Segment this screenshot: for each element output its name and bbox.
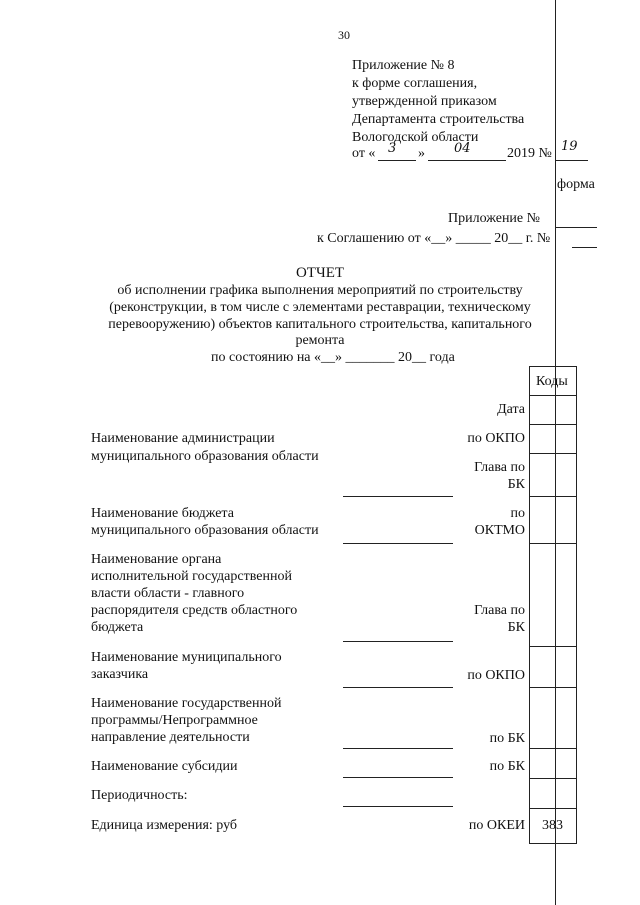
field-customer-line-1: Наименование муниципального [91,650,282,665]
field-periodicity-label: Периодичность: [91,788,188,803]
field-admin-blank[interactable] [343,496,453,497]
field-customer-blank[interactable] [343,687,453,688]
page-number: 30 [338,28,350,42]
code-cell-periodicity [529,778,577,809]
form-appendix-underline [555,227,597,228]
appendix-line-5: Вологодской области [352,130,479,145]
code-label-glava1-a: Глава по [474,460,525,475]
field-organ-line-4: распорядителя средств областного [91,603,298,618]
code-label-okei: по ОКЕИ [468,818,525,833]
code-label-glava2-a: Глава по [474,603,525,618]
field-program-line-2: программы/Непрограммное [91,713,258,728]
field-organ-line-2: исполнительной государственной [91,569,292,584]
code-label-bk2: по БК [489,759,525,774]
date-number-underline [556,160,588,161]
field-budget-line-2: муниципального образования области [91,523,319,538]
date-mid: » [418,146,425,161]
code-label-date: Дата [497,402,525,417]
field-subsidy-label: Наименование субсидии [91,759,238,774]
appendix-line-1: Приложение № 8 [352,58,455,73]
code-label-okpo2: по ОКПО [467,668,525,683]
code-label-bk1: по БК [489,731,525,746]
code-cell-okpo2 [529,646,577,688]
field-program-blank[interactable] [343,748,453,749]
field-organ-line-1: Наименование органа [91,552,222,567]
form-appendix: Приложение № [448,211,540,226]
code-cell-bk1 [529,687,577,749]
date-prefix: от « [352,146,376,161]
field-organ-line-5: бюджета [91,620,144,635]
report-title-line-4: ремонта [295,333,345,348]
field-program-line-1: Наименование государственной [91,696,282,711]
field-budget-blank[interactable] [343,543,453,544]
date-day: 3 [388,141,397,156]
okei-value: 383 [542,818,563,833]
appendix-line-4: Департамента строительства [352,112,525,127]
code-cell-oktmo [529,496,577,544]
date-month: 04 [454,141,471,156]
code-label-glava1-b: БК [507,477,525,492]
field-admin-line-1: Наименование администрации [91,431,275,446]
code-cell-glava1 [529,453,577,497]
code-cell-bk2 [529,748,577,779]
codes-header: Коды [536,374,568,389]
field-organ-blank[interactable] [343,641,453,642]
form-agreement: к Соглашению от «__» _____ 20__ г. № [317,231,551,246]
code-label-oktmo-a: по [510,506,525,521]
date-day-underline [378,160,416,161]
field-budget-line-1: Наименование бюджета [91,506,234,521]
date-month-underline [428,160,506,161]
report-heading: ОТЧЕТ [295,265,345,281]
date-number: 19 [561,139,578,154]
field-customer-line-2: заказчика [91,667,149,682]
report-title-line-2: (реконструкции, в том числе с элементами реставрации, техническому [109,300,531,315]
field-program-line-3: направление деятельности [91,730,250,745]
date-year: 2019 № [507,146,552,161]
report-title-line-1: об исполнении графика выполнения мероприятий по строительству [117,283,523,298]
code-label-glava2-b: БК [507,620,525,635]
field-subsidy-blank[interactable] [343,777,453,778]
code-label-oktmo-b: ОКТМО [474,523,525,538]
appendix-line-2: к форме соглашения, [352,76,478,91]
code-label-okpo1: по ОКПО [467,431,525,446]
code-cell-okpo1 [529,424,577,454]
field-unit-label: Единица измерения: руб [91,818,238,833]
field-admin-line-2: муниципального образования области [91,449,319,464]
code-cell-date [529,395,577,425]
appendix-line-3: утвержденной приказом [352,94,497,109]
form-agreement-underline [572,247,597,248]
report-as-of: по состоянию на «__» _______ 20__ года [211,350,455,365]
code-cell-glava2 [529,543,577,647]
form-label: форма [557,177,595,192]
field-periodicity-blank[interactable] [343,806,453,807]
report-title-line-3: перевооружению) объектов капитального строительства, капитального [108,317,532,332]
field-organ-line-3: власти области - главного [91,586,245,601]
